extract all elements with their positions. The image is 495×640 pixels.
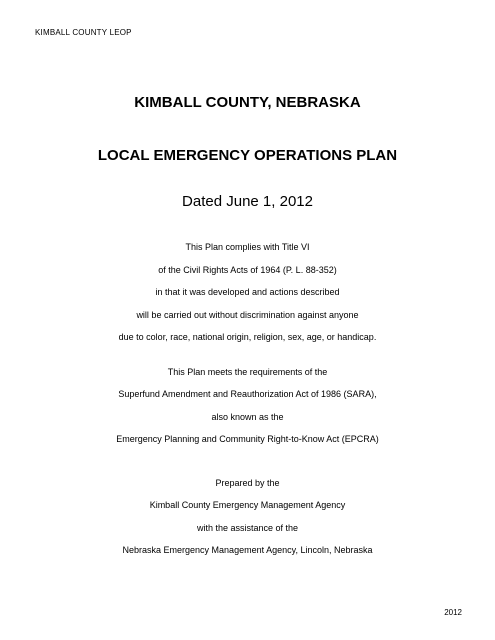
sara-line: also known as the [211,412,284,422]
county-title: KIMBALL COUNTY, NEBRASKA [134,94,361,111]
civil-rights-line: due to color, race, national origin, religion, sex, age, or handicap. [118,332,377,342]
civil-rights-line: This Plan complies with Title VI [185,242,310,252]
plan-title: LOCAL EMERGENCY OPERATIONS PLAN [97,147,398,164]
civil-rights-line: will be carried out without discrimination against anyone [136,310,359,320]
footer-year: 2012 [444,608,462,617]
sara-line: Emergency Planning and Community Right-to-Know Act (EPCRA) [116,434,379,444]
prepared-line: Prepared by the [215,478,280,488]
sara-line: This Plan meets the requirements of the [167,367,328,377]
civil-rights-line: of the Civil Rights Acts of 1964 (P. L. 88-352) [158,265,337,275]
prepared-line: Nebraska Emergency Management Agency, Lincoln, Nebraska [122,545,373,555]
civil-rights-line: in that it was developed and actions described [155,287,340,297]
prepared-line: Kimball County Emergency Management Agency [149,500,346,510]
running-header: KIMBALL COUNTY LEOP [35,28,132,37]
prepared-line: with the assistance of the [196,523,299,533]
sara-line: Superfund Amendment and Reauthorization Act of 1986 (SARA), [118,389,377,399]
plan-date: Dated June 1, 2012 [182,193,313,210]
